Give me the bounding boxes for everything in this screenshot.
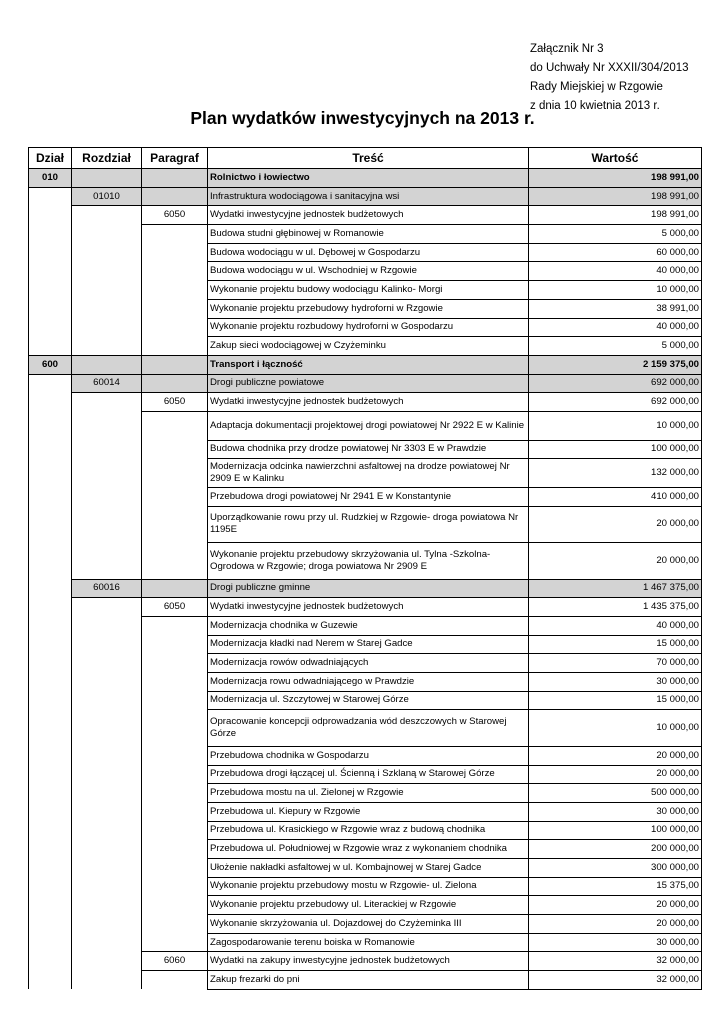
cell-dzial	[29, 933, 72, 952]
cell-tresc: Transport i łączność	[208, 355, 529, 374]
cell-dzial	[29, 746, 72, 765]
cell-paragraf	[142, 784, 208, 803]
cell-rozdzial	[72, 710, 142, 747]
cell-dzial: 010	[29, 169, 72, 188]
cell-paragraf	[142, 337, 208, 356]
cell-paragraf	[142, 971, 208, 990]
table-row	[29, 710, 702, 747]
cell-dzial	[29, 765, 72, 784]
cell-dzial	[29, 784, 72, 803]
table-row	[29, 933, 702, 952]
table-row	[29, 672, 702, 691]
cell-rozdzial	[72, 802, 142, 821]
cell-tresc: Przebudowa drogi powiatowej Nr 2941 E w Konstantynie	[208, 487, 529, 506]
cell-dzial	[29, 635, 72, 654]
table-row	[29, 225, 702, 244]
cell-rozdzial	[72, 896, 142, 915]
cell-paragraf	[142, 187, 208, 206]
cell-wartosc: 410 000,00	[529, 487, 702, 506]
cell-tresc: Wydatki na zakupy inwestycyjne jednostek budżetowych	[208, 952, 529, 971]
cell-rozdzial	[72, 262, 142, 281]
cell-paragraf: 6050	[142, 393, 208, 412]
table-row	[29, 784, 702, 803]
cell-wartosc: 200 000,00	[529, 840, 702, 859]
cell-tresc: Przebudowa ul. Krasickiego w Rzgowie wraz z budową chodnika	[208, 821, 529, 840]
annex-line: Załącznik Nr 3	[530, 43, 604, 55]
cell-dzial	[29, 206, 72, 225]
table-row	[29, 299, 702, 318]
cell-rozdzial	[72, 506, 142, 543]
cell-tresc: Ułożenie nakładki asfaltowej w ul. Kombajnowej w Starej Gadce	[208, 858, 529, 877]
cell-wartosc: 692 000,00	[529, 374, 702, 393]
cell-tresc: Wykonanie skrzyżowania ul. Dojazdowej do Czyżeminka III	[208, 915, 529, 934]
cell-rozdzial	[72, 318, 142, 337]
table-row	[29, 654, 702, 673]
cell-rozdzial	[72, 933, 142, 952]
cell-paragraf	[142, 933, 208, 952]
cell-rozdzial	[72, 225, 142, 244]
cell-rozdzial	[72, 337, 142, 356]
cell-tresc: Przebudowa drogi łączącej ul. Ścienną i Szklaną w Starowej Górze	[208, 765, 529, 784]
cell-dzial	[29, 616, 72, 635]
cell-wartosc: 40 000,00	[529, 318, 702, 337]
cell-paragraf	[142, 765, 208, 784]
cell-rozdzial	[72, 915, 142, 934]
table-row	[29, 393, 702, 412]
cell-tresc: Wykonanie projektu budowy wodociągu Kalinko- Morgi	[208, 281, 529, 300]
annex-line: Rady Miejskiej w Rzgowie	[530, 81, 663, 93]
cell-tresc: Wykonanie projektu przebudowy hydroforni w Rzgowie	[208, 299, 529, 318]
table-row	[29, 506, 702, 543]
cell-dzial	[29, 821, 72, 840]
cell-dzial	[29, 802, 72, 821]
cell-paragraf	[142, 802, 208, 821]
investment-table	[28, 147, 702, 990]
cell-rozdzial	[72, 784, 142, 803]
cell-rozdzial	[72, 840, 142, 859]
table-row	[29, 206, 702, 225]
cell-rozdzial	[72, 858, 142, 877]
cell-rozdzial: 60016	[72, 579, 142, 598]
table-row	[29, 952, 702, 971]
cell-dzial	[29, 579, 72, 598]
cell-paragraf	[142, 355, 208, 374]
table-row	[29, 411, 702, 440]
cell-wartosc: 198 991,00	[529, 169, 702, 188]
cell-dzial	[29, 243, 72, 262]
cell-dzial	[29, 654, 72, 673]
cell-rozdzial	[72, 821, 142, 840]
cell-dzial	[29, 281, 72, 300]
cell-rozdzial	[72, 206, 142, 225]
cell-paragraf: 6050	[142, 206, 208, 225]
cell-tresc: Modernizacja rowów odwadniających	[208, 654, 529, 673]
table-row	[29, 281, 702, 300]
cell-wartosc: 198 991,00	[529, 206, 702, 225]
cell-dzial	[29, 411, 72, 440]
cell-wartosc: 10 000,00	[529, 411, 702, 440]
cell-wartosc: 20 000,00	[529, 765, 702, 784]
cell-rozdzial	[72, 765, 142, 784]
annex-line: z dnia 10 kwietnia 2013 r.	[530, 100, 660, 112]
cell-tresc: Adaptacja dokumentacji projektowej drogi powiatowej Nr 2922 E w Kalinie	[208, 411, 529, 440]
cell-paragraf	[142, 243, 208, 262]
cell-rozdzial	[72, 635, 142, 654]
cell-paragraf	[142, 654, 208, 673]
table-row	[29, 318, 702, 337]
cell-paragraf	[142, 746, 208, 765]
cell-wartosc: 692 000,00	[529, 393, 702, 412]
table-body	[29, 169, 702, 990]
cell-wartosc: 300 000,00	[529, 858, 702, 877]
cell-tresc: Opracowanie koncepcji odprowadzania wód deszczowych w Starowej Górze	[208, 710, 529, 747]
cell-dzial	[29, 299, 72, 318]
cell-rozdzial	[72, 355, 142, 374]
table-row	[29, 169, 702, 188]
cell-dzial: 600	[29, 355, 72, 374]
table-row	[29, 243, 702, 262]
cell-paragraf	[142, 635, 208, 654]
cell-wartosc: 30 000,00	[529, 802, 702, 821]
table-row	[29, 374, 702, 393]
table-row	[29, 840, 702, 859]
cell-tresc: Modernizacja rowu odwadniającego w Prawdzie	[208, 672, 529, 691]
cell-rozdzial	[72, 616, 142, 635]
cell-dzial	[29, 896, 72, 915]
cell-dzial	[29, 374, 72, 393]
cell-dzial	[29, 877, 72, 896]
cell-dzial	[29, 952, 72, 971]
cell-dzial	[29, 971, 72, 990]
cell-wartosc: 20 000,00	[529, 896, 702, 915]
table-row	[29, 821, 702, 840]
table-row	[29, 971, 702, 990]
cell-paragraf	[142, 169, 208, 188]
cell-rozdzial	[72, 459, 142, 488]
column-header-paragraf: Paragraf	[142, 148, 208, 169]
cell-paragraf	[142, 299, 208, 318]
cell-dzial	[29, 440, 72, 459]
cell-paragraf	[142, 691, 208, 710]
cell-wartosc: 5 000,00	[529, 337, 702, 356]
cell-dzial	[29, 506, 72, 543]
cell-paragraf: 6060	[142, 952, 208, 971]
cell-tresc: Wydatki inwestycyjne jednostek budżetowych	[208, 393, 529, 412]
cell-tresc: Budowa wodociągu w ul. Dębowej w Gospodarzu	[208, 243, 529, 262]
cell-tresc: Modernizacja chodnika w Guzewie	[208, 616, 529, 635]
cell-tresc: Przebudowa mostu na ul. Zielonej w Rzgowie	[208, 784, 529, 803]
cell-tresc: Zagospodarowanie terenu boiska w Romanowie	[208, 933, 529, 952]
table-row	[29, 765, 702, 784]
table-row	[29, 635, 702, 654]
cell-wartosc: 15 375,00	[529, 877, 702, 896]
cell-wartosc: 15 000,00	[529, 691, 702, 710]
table-row	[29, 896, 702, 915]
cell-dzial	[29, 318, 72, 337]
cell-wartosc: 20 000,00	[529, 543, 702, 580]
table-row	[29, 262, 702, 281]
cell-wartosc: 1 467 375,00	[529, 579, 702, 598]
cell-tresc: Wykonanie projektu przebudowy skrzyżowania ul. Tylna -Szkolna-Ogrodowa w Rzgowie; droga powiatowa Nr 2909 E	[208, 543, 529, 580]
annex-note	[530, 40, 689, 116]
cell-rozdzial	[72, 691, 142, 710]
cell-paragraf	[142, 262, 208, 281]
table-row	[29, 598, 702, 617]
cell-tresc: Budowa chodnika przy drodze powiatowej Nr 3303 E w Prawdzie	[208, 440, 529, 459]
cell-wartosc: 500 000,00	[529, 784, 702, 803]
cell-rozdzial	[72, 487, 142, 506]
cell-tresc: Wykonanie projektu przebudowy mostu w Rzgowie- ul. Zielona	[208, 877, 529, 896]
table-row	[29, 691, 702, 710]
cell-wartosc: 40 000,00	[529, 262, 702, 281]
cell-paragraf	[142, 440, 208, 459]
cell-tresc: Wydatki inwestycyjne jednostek budżetowych	[208, 206, 529, 225]
cell-dzial	[29, 691, 72, 710]
column-header-wartosc: Wartość	[529, 148, 702, 169]
cell-rozdzial	[72, 440, 142, 459]
cell-paragraf	[142, 915, 208, 934]
cell-paragraf	[142, 318, 208, 337]
cell-paragraf	[142, 616, 208, 635]
table-row	[29, 616, 702, 635]
cell-wartosc: 40 000,00	[529, 616, 702, 635]
cell-wartosc: 198 991,00	[529, 187, 702, 206]
table-row	[29, 487, 702, 506]
table-row	[29, 543, 702, 580]
cell-wartosc: 30 000,00	[529, 672, 702, 691]
cell-wartosc: 10 000,00	[529, 710, 702, 747]
cell-rozdzial	[72, 654, 142, 673]
page-title: Plan wydatków inwestycyjnych na 2013 r.	[190, 108, 535, 128]
table-row	[29, 459, 702, 488]
cell-dzial	[29, 543, 72, 580]
table-row	[29, 915, 702, 934]
table-row	[29, 440, 702, 459]
cell-wartosc: 20 000,00	[529, 746, 702, 765]
cell-paragraf: 6050	[142, 598, 208, 617]
table-row	[29, 746, 702, 765]
cell-wartosc: 30 000,00	[529, 933, 702, 952]
cell-paragraf	[142, 858, 208, 877]
column-header-dzial: Dział	[29, 148, 72, 169]
table-row	[29, 187, 702, 206]
cell-tresc: Wydatki inwestycyjne jednostek budżetowych	[208, 598, 529, 617]
cell-paragraf	[142, 672, 208, 691]
cell-dzial	[29, 487, 72, 506]
cell-paragraf	[142, 225, 208, 244]
cell-rozdzial	[72, 746, 142, 765]
cell-wartosc: 5 000,00	[529, 225, 702, 244]
cell-tresc: Zakup sieci wodociągowej w Czyżeminku	[208, 337, 529, 356]
cell-dzial	[29, 710, 72, 747]
cell-paragraf	[142, 543, 208, 580]
cell-tresc: Zakup frezarki do pni	[208, 971, 529, 990]
cell-dzial	[29, 262, 72, 281]
cell-rozdzial	[72, 952, 142, 971]
cell-rozdzial	[72, 877, 142, 896]
cell-wartosc: 100 000,00	[529, 440, 702, 459]
cell-tresc: Modernizacja ul. Szczytowej w Starowej Górze	[208, 691, 529, 710]
cell-rozdzial	[72, 243, 142, 262]
cell-wartosc: 70 000,00	[529, 654, 702, 673]
cell-wartosc: 32 000,00	[529, 971, 702, 990]
cell-wartosc: 38 991,00	[529, 299, 702, 318]
table-row	[29, 877, 702, 896]
cell-paragraf	[142, 821, 208, 840]
cell-paragraf	[142, 411, 208, 440]
cell-wartosc: 20 000,00	[529, 915, 702, 934]
cell-paragraf	[142, 506, 208, 543]
cell-paragraf	[142, 896, 208, 915]
cell-paragraf	[142, 281, 208, 300]
table-row	[29, 802, 702, 821]
cell-rozdzial: 60014	[72, 374, 142, 393]
cell-wartosc: 2 159 375,00	[529, 355, 702, 374]
cell-dzial	[29, 672, 72, 691]
cell-wartosc: 132 000,00	[529, 459, 702, 488]
cell-paragraf	[142, 374, 208, 393]
cell-rozdzial	[72, 543, 142, 580]
annex-line: do Uchwały Nr XXXII/304/2013	[530, 62, 689, 74]
cell-tresc: Przebudowa ul. Kiepury w Rzgowie	[208, 802, 529, 821]
cell-wartosc: 1 435 375,00	[529, 598, 702, 617]
table-row	[29, 355, 702, 374]
cell-paragraf	[142, 710, 208, 747]
cell-dzial	[29, 598, 72, 617]
cell-wartosc: 100 000,00	[529, 821, 702, 840]
cell-dzial	[29, 840, 72, 859]
cell-wartosc: 60 000,00	[529, 243, 702, 262]
cell-tresc: Przebudowa ul. Południowej w Rzgowie wraz z wykonaniem chodnika	[208, 840, 529, 859]
column-header-tresc: Treść	[208, 148, 529, 169]
cell-tresc: Modernizacja odcinka nawierzchni asfaltowej na drodze powiatowej Nr 2909 E w Kalinku	[208, 459, 529, 488]
table-row	[29, 858, 702, 877]
cell-dzial	[29, 858, 72, 877]
cell-wartosc: 32 000,00	[529, 952, 702, 971]
cell-rozdzial	[72, 299, 142, 318]
cell-dzial	[29, 915, 72, 934]
cell-dzial	[29, 393, 72, 412]
cell-paragraf	[142, 877, 208, 896]
cell-rozdzial: 01010	[72, 187, 142, 206]
cell-dzial	[29, 337, 72, 356]
cell-tresc: Wykonanie projektu przebudowy ul. Literackiej w Rzgowie	[208, 896, 529, 915]
cell-dzial	[29, 225, 72, 244]
table-header-row	[29, 148, 702, 169]
cell-tresc: Przebudowa chodnika w Gospodarzu	[208, 746, 529, 765]
cell-tresc: Wykonanie projektu rozbudowy hydroforni w Gospodarzu	[208, 318, 529, 337]
cell-tresc: Drogi publiczne gminne	[208, 579, 529, 598]
cell-rozdzial	[72, 393, 142, 412]
cell-tresc: Rolnictwo i łowiectwo	[208, 169, 529, 188]
cell-wartosc: 20 000,00	[529, 506, 702, 543]
cell-tresc: Budowa studni głębinowej w Romanowie	[208, 225, 529, 244]
cell-rozdzial	[72, 672, 142, 691]
cell-tresc: Modernizacja kładki nad Nerem w Starej Gadce	[208, 635, 529, 654]
cell-paragraf	[142, 459, 208, 488]
cell-rozdzial	[72, 411, 142, 440]
cell-wartosc: 15 000,00	[529, 635, 702, 654]
cell-dzial	[29, 187, 72, 206]
column-header-rozdzial: Rozdział	[72, 148, 142, 169]
cell-tresc: Uporządkowanie rowu przy ul. Rudzkiej w Rzgowie- droga powiatowa Nr 1195E	[208, 506, 529, 543]
cell-wartosc: 10 000,00	[529, 281, 702, 300]
cell-rozdzial	[72, 971, 142, 990]
cell-paragraf	[142, 840, 208, 859]
cell-paragraf	[142, 579, 208, 598]
cell-tresc: Budowa wodociągu w ul. Wschodniej w Rzgowie	[208, 262, 529, 281]
cell-paragraf	[142, 487, 208, 506]
cell-rozdzial	[72, 281, 142, 300]
cell-dzial	[29, 459, 72, 488]
cell-rozdzial	[72, 598, 142, 617]
table-row	[29, 337, 702, 356]
cell-rozdzial	[72, 169, 142, 188]
cell-tresc: Infrastruktura wodociągowa i sanitacyjna wsi	[208, 187, 529, 206]
cell-tresc: Drogi publiczne powiatowe	[208, 374, 529, 393]
table-row	[29, 579, 702, 598]
